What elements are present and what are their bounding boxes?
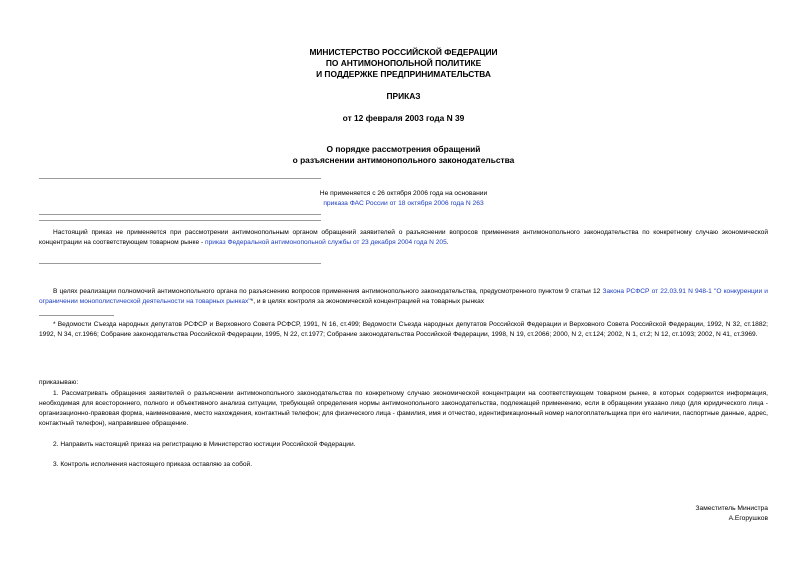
ministry-line: МИНИСТЕРСТВО РОССИЙСКОЙ ФЕДЕРАЦИИ xyxy=(309,47,498,57)
signature xyxy=(695,504,768,524)
note-tail: . xyxy=(446,239,449,246)
doc-type-text: ПРИКАЗ xyxy=(386,91,421,101)
preamble xyxy=(39,287,768,307)
notice-text: Не применяется с 26 октября 2006 года на основании xyxy=(319,190,488,197)
ministry-line: ПО АНТИМОНОПОЛЬНОЙ ПОЛИТИКЕ xyxy=(325,58,482,68)
divider xyxy=(39,220,321,221)
validity-notice xyxy=(0,189,807,209)
ministry-name xyxy=(0,47,807,80)
order-item-3 xyxy=(39,460,768,470)
signatory-name: А.Егорушков xyxy=(728,515,768,522)
doc-date-text: от 12 февраля 2003 года N 39 xyxy=(342,113,465,123)
title-line: о разъяснении антимонопольного законодательства xyxy=(292,155,515,165)
footnote xyxy=(39,320,768,340)
signatory-position: Заместитель Министра xyxy=(695,505,768,512)
note-text: Настоящий приказ не применяется при рассмотрении антимонопольным органом обращений заявителей о разъяснении вопросов применения антимонопольного законодательства по конкретному случаю экономической концентрации на соответствующем товарном рынке - xyxy=(39,229,768,246)
doc-date xyxy=(0,113,807,124)
divider xyxy=(39,214,321,215)
doc-type xyxy=(0,91,807,102)
footnote-divider xyxy=(39,315,114,316)
order-item-text: 2. Направить настоящий приказ на регистрацию в Министерство юстиции Российской Федерации. xyxy=(53,441,356,448)
order-item-text: 1. Рассматривать обращения заявителей о разъяснении антимонопольного законодательства по конкретному случаю экономической концентрации на соответствующем товарном рынке, в которых содержится информация, необходимая для всестороннего, полного и объективного анализа ситуации, требующей определения нормы антимонопольного законодательства, подлежащей применению, если в обращении указано лицо (для юридического лица - организационно-правовая форма, наименование, место нахождения, контактный телефон; для физического лица - фамилия, имя и отчество, идентификационный номер налогоплательщика при его наличии, паспортные данные, адрес, контактный телефон), направившее обращение. xyxy=(39,390,768,427)
order-item-1 xyxy=(39,389,768,429)
divider xyxy=(39,263,321,264)
order-word xyxy=(39,378,768,388)
doc-title xyxy=(0,144,807,166)
preamble-text: В целях реализации полномочий антимонопольного органа по разъяснению вопросов применения антимонопольного законодательства, предусмотренного пунктом 9 статьи 12 xyxy=(53,288,603,295)
note-link[interactable]: приказ Федеральной антимонопольной службы от 23 декабря 2004 года N 205 xyxy=(205,239,447,246)
applicability-note xyxy=(39,228,768,248)
notice-link[interactable]: приказа ФАС России от 18 октября 2006 года N 263 xyxy=(323,200,484,207)
footnote-text: * Ведомости Съезда народных депутатов РСФСР и Верховного Совета РСФСР, 1991, N 16, ст.499; Ведомости Съезда народных депутатов Российской Федерации и Верховного Совета Российской Федерации, 1992, N 32, ст.1882; 1992, N 34, ст.1966; Собрание законодательства Российской Федерации, 1995, N 22, ст.1977; Собрание законодательства Российской Федерации, 1998, N 19, ст.2066; 2000, N 2, ст.124; 2002, N 1, ст.2; N 12, ст.1093; 2002, N 41, ст.3969. xyxy=(39,321,768,338)
order-item-2 xyxy=(39,440,768,450)
order-word-text: приказываю: xyxy=(39,379,79,386)
divider xyxy=(39,178,321,179)
preamble-tail: *, и в целях контроля за экономической концентрацией на товарных рынках xyxy=(250,298,485,305)
ministry-line: И ПОДДЕРЖКЕ ПРЕДПРИНИМАТЕЛЬСТВА xyxy=(316,69,491,79)
order-item-text: 3. Контроль исполнения настоящего приказа оставляю за собой. xyxy=(53,461,253,468)
title-line: О порядке рассмотрения обращений xyxy=(326,144,481,154)
law-link[interactable]: Закона РСФСР от 22.03.91 N 948-1 "О конкуренции и ограничении монополистической деятельности на товарных рынках" xyxy=(39,288,768,305)
